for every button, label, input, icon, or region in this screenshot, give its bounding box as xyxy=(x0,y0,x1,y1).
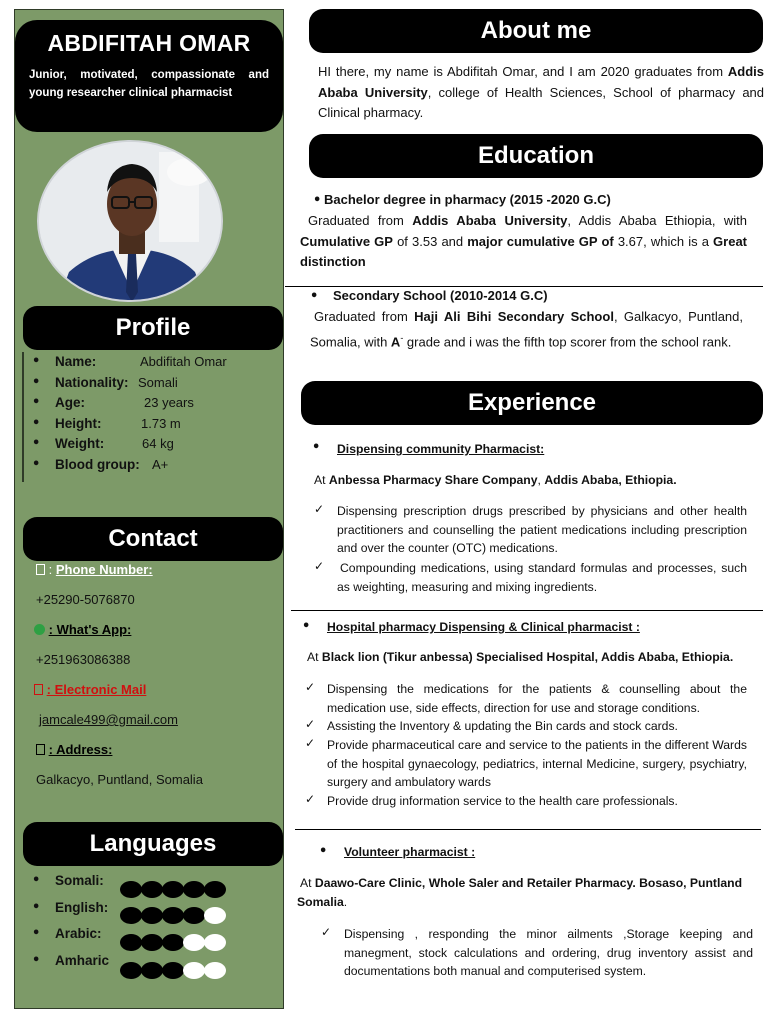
address-icon xyxy=(36,744,45,755)
level-dot-empty xyxy=(204,962,226,979)
level-dot-filled xyxy=(183,881,205,898)
secondary-title: Secondary School (2010-2014 G.C) xyxy=(333,288,548,303)
divider xyxy=(295,829,761,830)
profile-list xyxy=(32,354,272,478)
bullet-icon: • xyxy=(32,873,41,888)
experience-heading: Experience xyxy=(301,381,763,425)
bullet-icon: • xyxy=(302,619,311,634)
profile-heading: Profile xyxy=(23,306,283,350)
check-icon: ✓ xyxy=(305,792,316,806)
job-title: Hospital pharmacy Dispensing & Clinical pharmacist : xyxy=(327,620,640,634)
profile-item: • Weight: 64 kg xyxy=(32,436,174,452)
job-duty: Dispensing , responding the minor ailments ,Storage keeping and manegment, stock calculations and ordering, drug inventory assist and documentations both manual and computerised system. xyxy=(344,927,753,979)
bullet-icon: • xyxy=(310,289,319,304)
level-dot-filled xyxy=(162,934,184,951)
phone-row: : Phone Number: xyxy=(36,562,153,577)
check-icon: ✓ xyxy=(305,717,316,731)
secondary-text: Graduated from Haji Ali Bihi Secondary School, Galkacyo, Puntland, Somalia, with A- grade and i was the fifth top scorer from the school rank. xyxy=(310,309,744,349)
job-duty: Provide drug information service to the health care professionals. xyxy=(327,794,678,808)
language-name: Somali: xyxy=(55,873,104,888)
check-icon: ✓ xyxy=(321,925,332,939)
degree-title: Bachelor degree in pharmacy (2015 -2020 G.C) xyxy=(324,192,611,207)
education-heading: Education xyxy=(309,134,763,178)
divider xyxy=(291,610,763,611)
whatsapp-icon xyxy=(34,624,45,635)
email-link[interactable]: jamcale499@gmail.com xyxy=(39,712,178,727)
job-place: At Daawo-Care Clinic, Whole Saler and Retailer Pharmacy. Bosaso, Puntland Somalia. xyxy=(297,876,743,909)
job-duty: Provide pharmaceutical care and service to the patients in the different Wards of the hospital gynaecology, pediatrics, internal Medicine, surgery, psychiatry, surgery and ambulatory wards xyxy=(327,738,747,790)
level-dot-filled xyxy=(204,881,226,898)
level-dot-filled xyxy=(141,881,163,898)
job-duty: Assisting the Inventory & updating the Bin cards and stock cards. xyxy=(327,719,678,733)
level-dot-filled xyxy=(120,881,142,898)
language-name: English: xyxy=(55,900,109,915)
phone-icon xyxy=(36,564,45,575)
level-dot-filled xyxy=(162,962,184,979)
bullet-icon: • xyxy=(32,953,41,968)
address-value: Galkacyo, Puntland, Somalia xyxy=(36,772,203,787)
check-icon: ✓ xyxy=(305,736,316,750)
profile-item: • Blood group: A+ xyxy=(32,456,169,472)
about-heading: About me xyxy=(309,9,763,53)
bullet-icon: • xyxy=(313,193,322,208)
address-row: : Address: xyxy=(36,742,112,757)
level-dot-empty xyxy=(204,907,226,924)
level-dot-filled xyxy=(141,907,163,924)
level-dot-filled xyxy=(162,907,184,924)
level-dot-filled xyxy=(120,907,142,924)
email-row: : Electronic Mail xyxy=(34,682,146,697)
level-dot-filled xyxy=(183,907,205,924)
level-dot-empty xyxy=(183,962,205,979)
check-icon: ✓ xyxy=(314,559,325,573)
language-name: Amharic xyxy=(55,953,110,968)
job-duty: Dispensing prescription drugs prescribed by physicians and other health practitioners and counselling the patient medications including prescription and over the counter (OTC) medications. xyxy=(337,504,747,556)
bullet-icon: • xyxy=(319,844,328,859)
level-dot-filled xyxy=(120,934,142,951)
profile-item: • Name: Abdifitah Omar xyxy=(32,354,227,369)
level-dot-filled xyxy=(162,881,184,898)
language-name: Arabic: xyxy=(55,926,102,941)
job-place: At Black lion (Tikur anbessa) Specialised Hospital, Addis Ababa, Ethiopia. xyxy=(307,650,734,664)
level-dot-empty xyxy=(183,934,205,951)
job-duty: Dispensing the medications for the patients & counselling about the medication use, side effects, direction for use and storage conditions. xyxy=(327,682,747,715)
name-header xyxy=(15,20,283,132)
tagline: Junior, motivated, compassionate and young researcher clinical pharmacist xyxy=(29,69,269,99)
bullet-icon: • xyxy=(32,900,41,915)
profile-photo xyxy=(37,140,223,302)
job-duty: Compounding medications, using standard formulas and processes, such as weighting, measuring and mixing ingredients. xyxy=(337,561,747,594)
profile-rule xyxy=(22,352,24,482)
degree-text: Graduated from Addis Ababa University, Addis Ababa Ethiopia, with Cumulative GP of 3.53 and major cumulative GP of 3.67, which is a Great distinction xyxy=(300,213,748,269)
profile-item: • Height: 1.73 m xyxy=(32,415,181,431)
level-dot-empty xyxy=(204,934,226,951)
languages-heading: Languages xyxy=(23,822,283,866)
contact-heading: Contact xyxy=(23,517,283,561)
job-title: Dispensing community Pharmacist: xyxy=(337,442,545,456)
whatsapp-row: : What's App: xyxy=(34,622,131,637)
profile-item: • Nationality: Somali xyxy=(32,374,178,390)
job-place: At Anbessa Pharmacy Share Company, Addis Ababa, Ethiopia. xyxy=(314,473,677,487)
profile-item: • Age: 23 years xyxy=(32,395,194,411)
bullet-icon: • xyxy=(312,440,321,455)
phone-value[interactable]: +25290-5076870 xyxy=(36,592,135,607)
level-dot-filled xyxy=(120,962,142,979)
level-dot-filled xyxy=(141,934,163,951)
job-title: Volunteer pharmacist : xyxy=(344,845,476,859)
email-icon xyxy=(34,684,43,695)
whatsapp-value[interactable]: +251963086388 xyxy=(36,652,131,667)
check-icon: ✓ xyxy=(314,502,325,516)
about-text: HI there, my name is Abdifitah Omar, and I am 2020 graduates from Addis Ababa University, college of Health Sciences, School of pharmacy and Clinical pharmacy. xyxy=(318,64,765,120)
level-dot-filled xyxy=(141,962,163,979)
bullet-icon: • xyxy=(32,926,41,941)
person-name: ABDIFITAH OMAR xyxy=(47,30,251,56)
check-icon: ✓ xyxy=(305,680,316,694)
